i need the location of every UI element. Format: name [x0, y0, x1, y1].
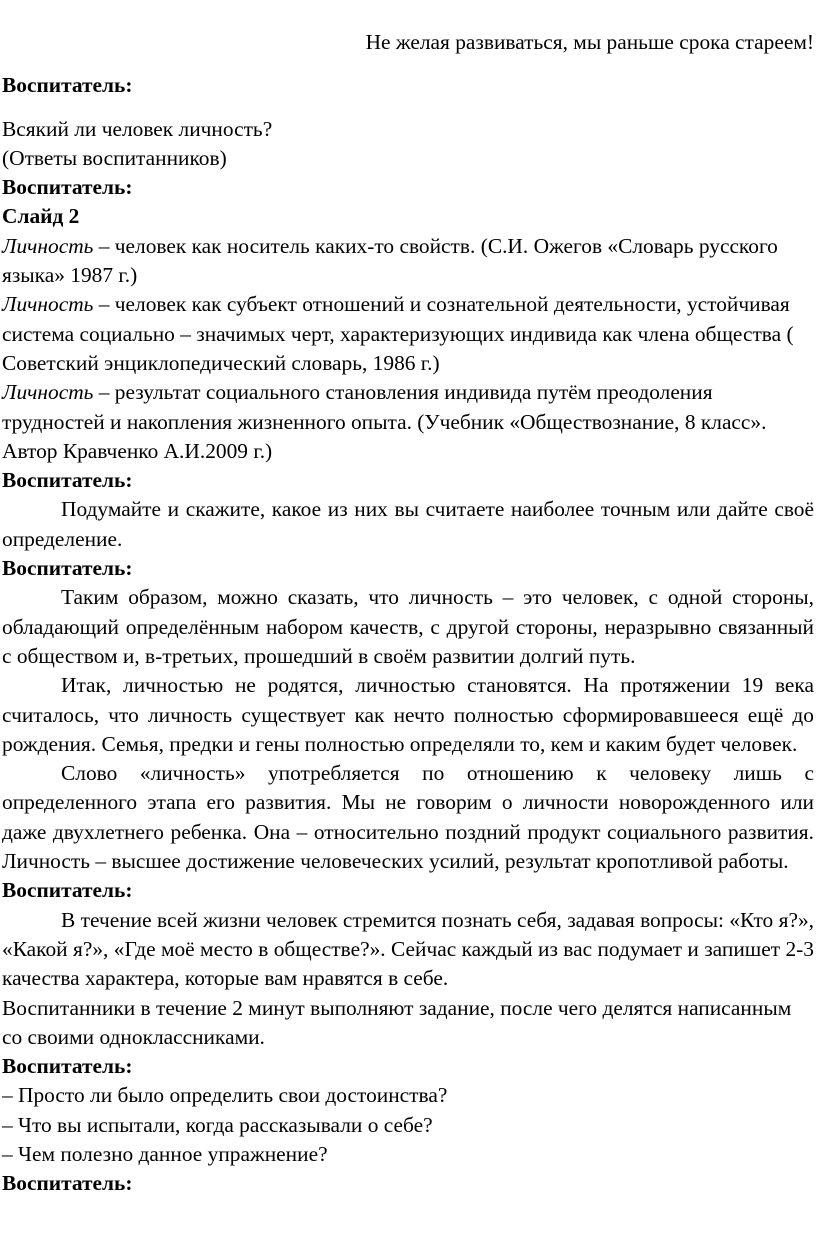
speaker-label: Воспитатель: [2, 175, 133, 200]
definition-term: Личность [2, 233, 94, 258]
slide-label: Слайд 2 [2, 204, 80, 229]
speaker-label: Воспитатель: [2, 878, 133, 903]
definition-text: – результат социального становления индивида путём преодоления трудностей и накопления жизненного опыта. (Учебник «Обществознание, 8 класс». Автор Кравченко А.И.2009 г.) [2, 380, 767, 463]
paragraph-life: В течение всей жизни человек стремится познать себя, задавая вопросы: «Кто я?», «Какой я?», «Где моё место в обществе?». Сейчас каждый из вас подумает и запишет 2-3 качества характера, которые вам нравятся в себе. [2, 907, 814, 991]
definition-text: – человек как субъект отношений и сознательной деятельности, устойчивая система социально – значимых черт, характеризующих индивида как члена общества ( Советский энциклопедический словарь, 1986 г.) [2, 292, 794, 375]
epigraph: Не желая развиваться, мы раньше срока стареем! [365, 30, 814, 54]
question-text: Всякий ли человек личность? [2, 116, 273, 141]
paragraph-word: Слово «личность» употребляется по отношению к человеку лишь с определенного этапа его развития. Мы не говорим о личности новорожденного или даже двухлетнего ребенка. Она – относительно поздний продукт социального развития. Личность – высшее достижение человеческих усилий, результат кропотливой работы. [2, 761, 814, 874]
question-2: – Что вы испытали, когда рассказывали о себе? [2, 1112, 433, 1137]
paragraph-thus: Таким образом, можно сказать, что личность – это человек, с одной стороны, обладающий определённым набором качеств, с другой стороны, неразрывно связанный с обществом и, в-третьих, прошедший в своём развитии долгий путь. [2, 585, 814, 668]
speaker-label: Воспитатель: [2, 1171, 133, 1196]
answers-note: (Ответы воспитанников) [2, 145, 227, 170]
definition-1 [2, 232, 814, 291]
paragraph-task: Воспитанники в течение 2 минут выполняют задание, после чего делятся написанным со своими одноклассниками. [2, 995, 792, 1049]
speaker-label: Воспитатель: [2, 556, 133, 581]
question-3: – Чем полезно данное упражнение? [2, 1141, 328, 1166]
definition-text: – человек как носитель каких-то свойств. (С.И. Ожегов «Словарь русского языка» 1987 г.) [2, 233, 778, 288]
speaker-label: Воспитатель: [2, 1054, 133, 1079]
paragraph-think: Подумайте и скажите, какое из них вы считаете наиболее точным или дайте своё определение. [2, 497, 814, 551]
speaker-label: Воспитатель: [2, 468, 133, 493]
question-1: – Просто ли было определить свои достоинства? [2, 1083, 448, 1108]
definition-term: Личность [2, 292, 94, 317]
definition-3 [2, 378, 814, 466]
speaker-label: Воспитатель: [2, 73, 133, 98]
definition-term: Личность [2, 380, 94, 405]
paragraph-so: Итак, личностью не родятся, личностью становятся. На протяжении 19 века считалось, что личность существует как нечто полностью сформировавшееся ещё до рождения. Семья, предки и гены полностью определяли то, кем и каким будет человек. [2, 673, 814, 756]
definition-2 [2, 290, 814, 378]
